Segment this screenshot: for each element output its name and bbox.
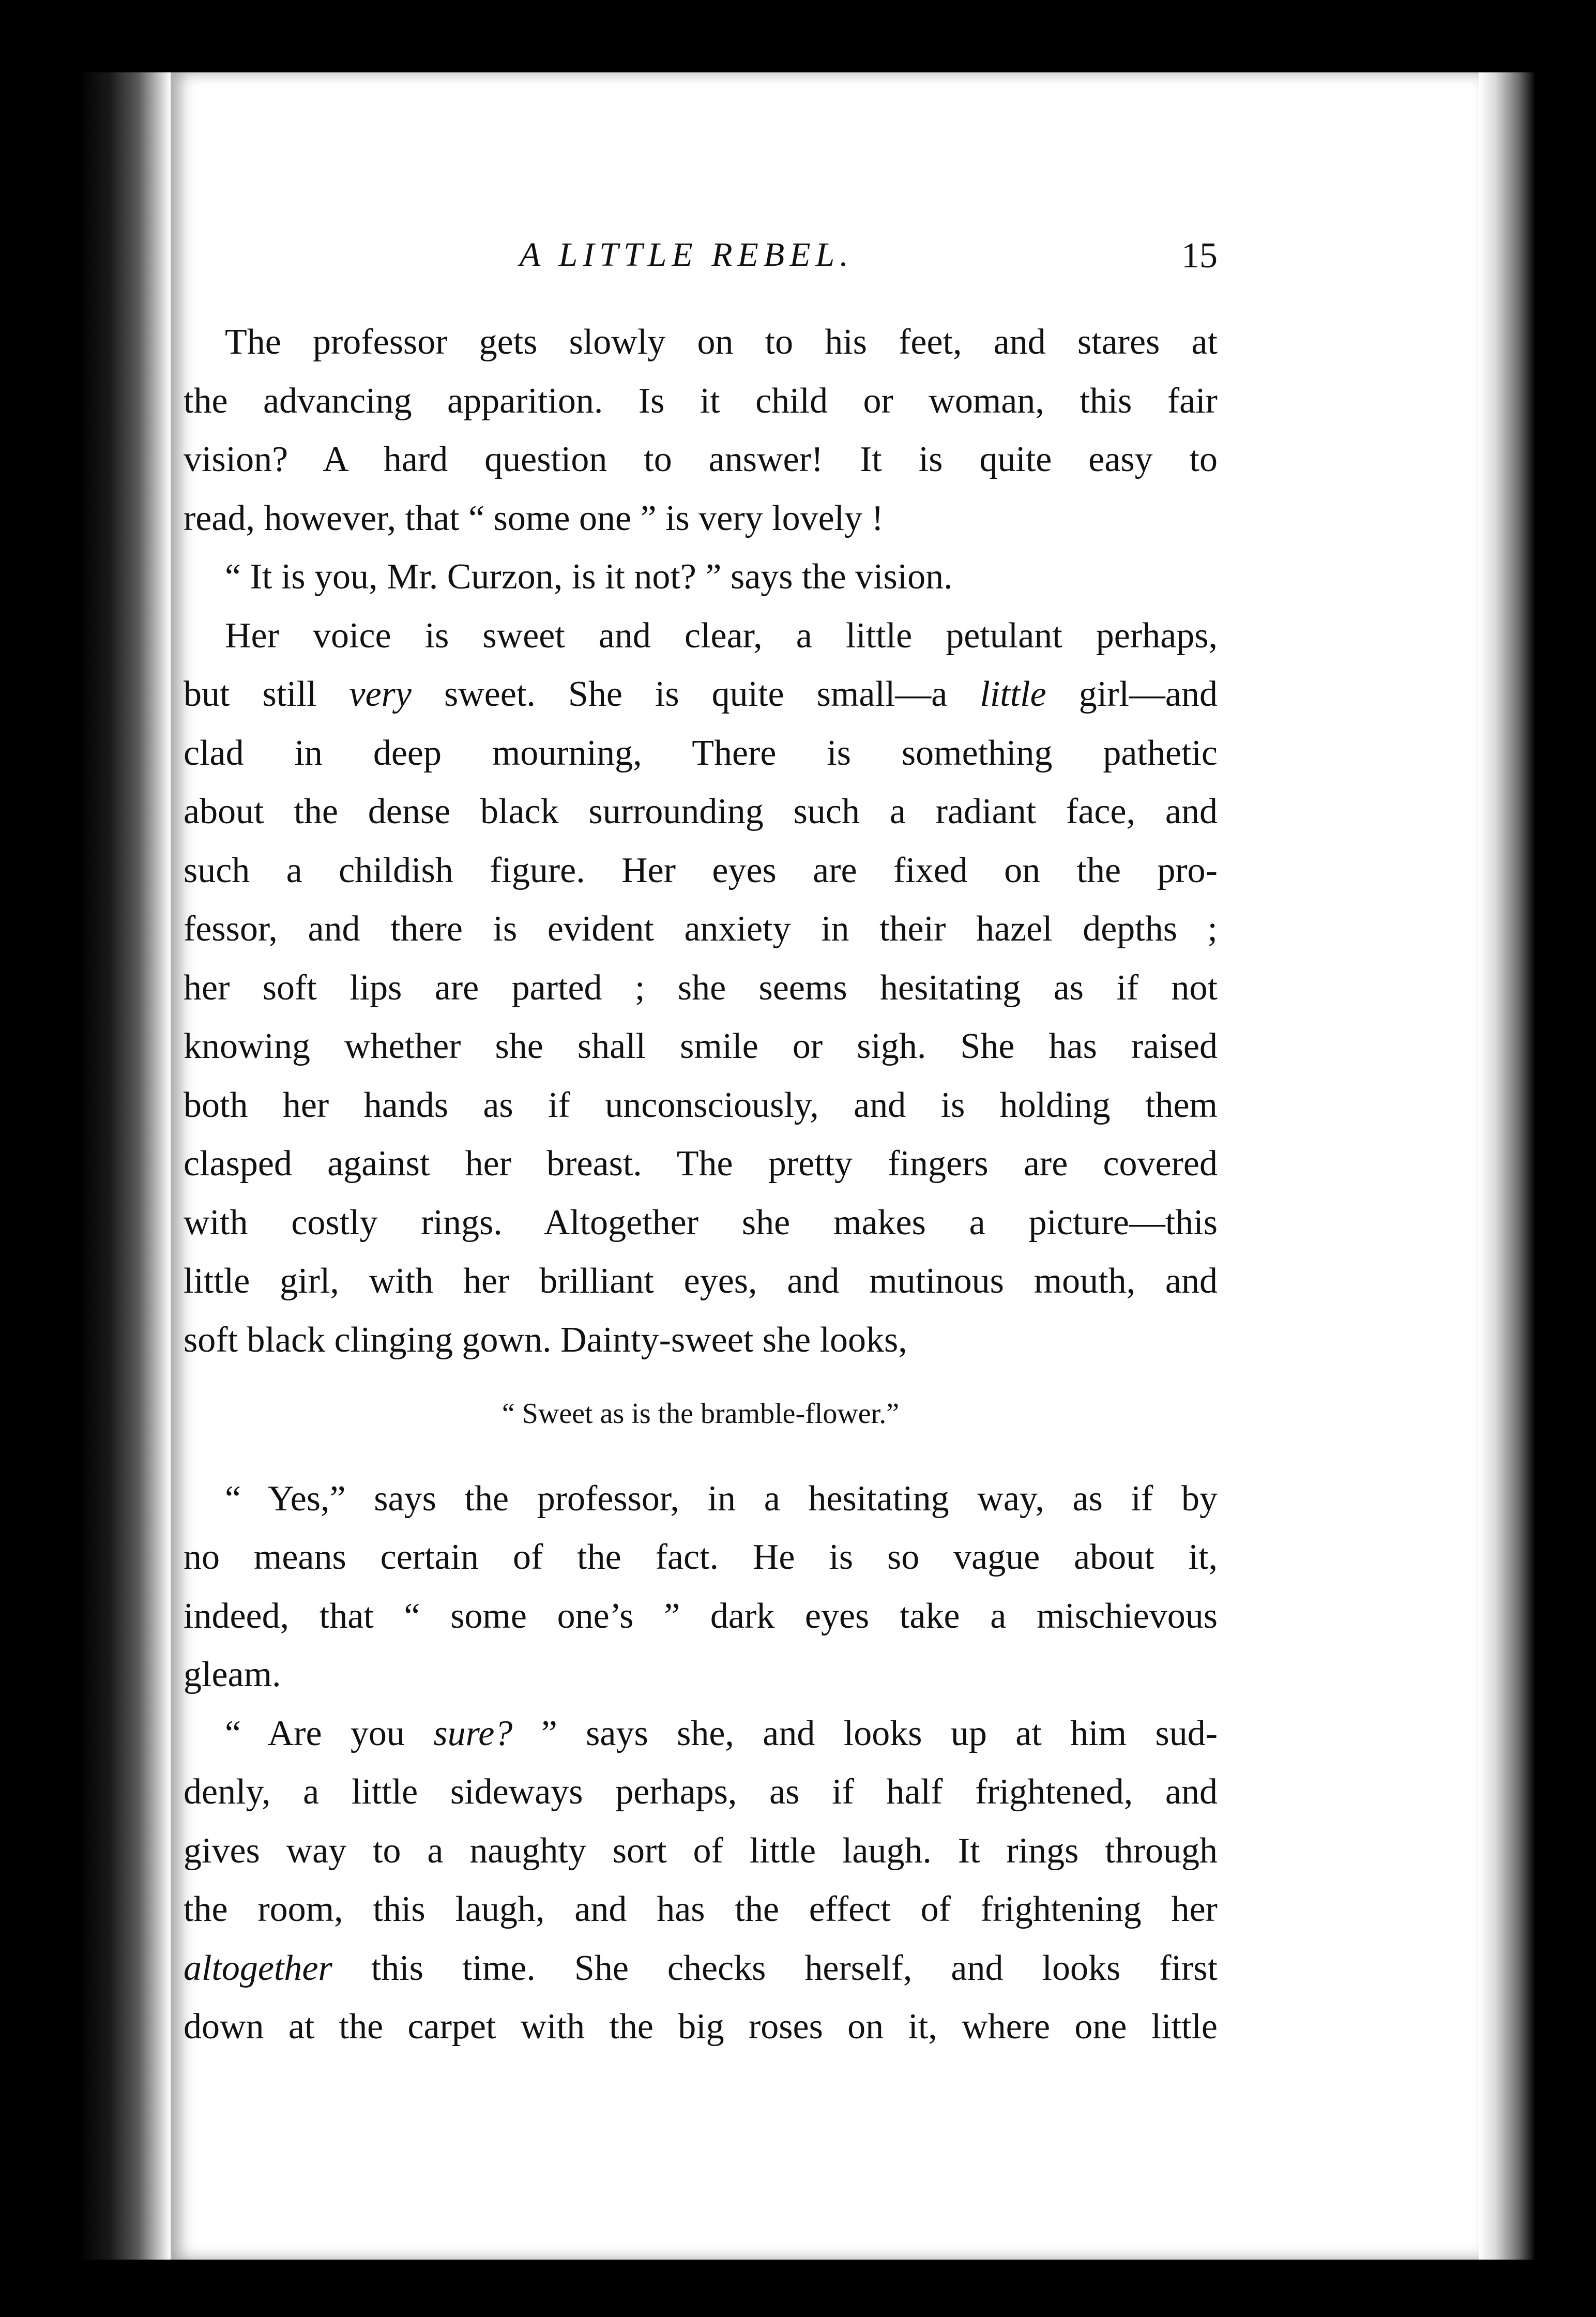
- text-line: the room, this laugh, and has the effect of frightening her: [184, 1889, 1218, 1929]
- text-run: sweet. She is quite small—a: [411, 674, 980, 714]
- text-line: with costly rings. Altogether she makes a picture—this: [184, 1202, 1218, 1243]
- epigraph-quote: “ Sweet as is the bramble-flower.”: [501, 1398, 900, 1430]
- text-line: knowing whether she shall smile or sigh. She has raised: [184, 1026, 1218, 1066]
- text-line: clad in deep mourning, There is something pathetic: [184, 733, 1218, 773]
- text-line: indeed, that “ some one’s ” dark eyes take a mischievous: [184, 1596, 1218, 1636]
- italic-run: very: [349, 674, 412, 714]
- text-line: [184, 665, 1218, 724]
- text-line: vision? A hard question to answer! It is quite easy to: [184, 440, 1218, 479]
- text-line: read, however, that “ some one ” is very lovely !: [184, 498, 884, 538]
- text-run: but still: [184, 674, 349, 714]
- text-line: gleam.: [184, 1655, 281, 1694]
- text-run: “ Are you: [225, 1713, 434, 1753]
- text-line: [184, 1939, 1218, 1998]
- text-line: “ Yes,” says the professor, in a hesitating way, as if by: [225, 1478, 1218, 1519]
- text-line: about the dense black surrounding such a radiant face, and: [184, 792, 1218, 831]
- text-line: [184, 1704, 1218, 1763]
- text-line: her soft lips are parted ; she seems hesitating as if not: [184, 967, 1218, 1008]
- text-line: Her voice is sweet and clear, a little petulant perhaps,: [225, 615, 1218, 656]
- italic-run: altogether: [184, 1948, 332, 1988]
- text-line: “ It is you, Mr. Curzon, is it not? ” says the vision.: [225, 557, 953, 597]
- text-line: the advancing apparition. Is it child or woman, this fair: [184, 381, 1218, 421]
- italic-run: sure?: [433, 1713, 513, 1753]
- page-number: 15: [1181, 236, 1218, 276]
- text-line: denly, a little sideways perhaps, as if half frightened, and: [184, 1772, 1218, 1812]
- text-line: such a childish figure. Her eyes are fixed on the pro-: [184, 850, 1218, 890]
- text-line: fessor, and there is evident anxiety in their hazel depths ;: [184, 909, 1218, 949]
- page-edge-right: [1479, 72, 1536, 2260]
- text-line: no means certain of the fact. He is so vague about it,: [184, 1537, 1218, 1577]
- page-edge-left: [78, 72, 171, 2260]
- running-head: [184, 235, 1218, 287]
- body-text: [184, 313, 1218, 2056]
- text-line: clasped against her breast. The pretty fingers are covered: [184, 1144, 1218, 1184]
- running-title: A LITTLE REBEL.: [520, 236, 854, 274]
- text-run: ” says she, and looks up at him sud-: [512, 1713, 1218, 1753]
- text-line: both her hands as if unconsciously, and is holding them: [184, 1085, 1218, 1125]
- italic-run: little: [980, 674, 1046, 714]
- text-line: The professor gets slowly on to his feet, and stares at: [225, 322, 1218, 362]
- text-line: gives way to a naughty sort of little laugh. It rings through: [184, 1830, 1218, 1871]
- text-run: girl—and: [1046, 674, 1218, 714]
- text-line: little girl, with her brilliant eyes, and mutinous mouth, and: [184, 1261, 1218, 1301]
- text-line: down at the carpet with the big roses on it, where one little: [184, 2007, 1218, 2047]
- text-run: this time. She checks herself, and looks first: [332, 1948, 1218, 1988]
- text-line: soft black clinging gown. Dainty-sweet she looks,: [184, 1320, 907, 1360]
